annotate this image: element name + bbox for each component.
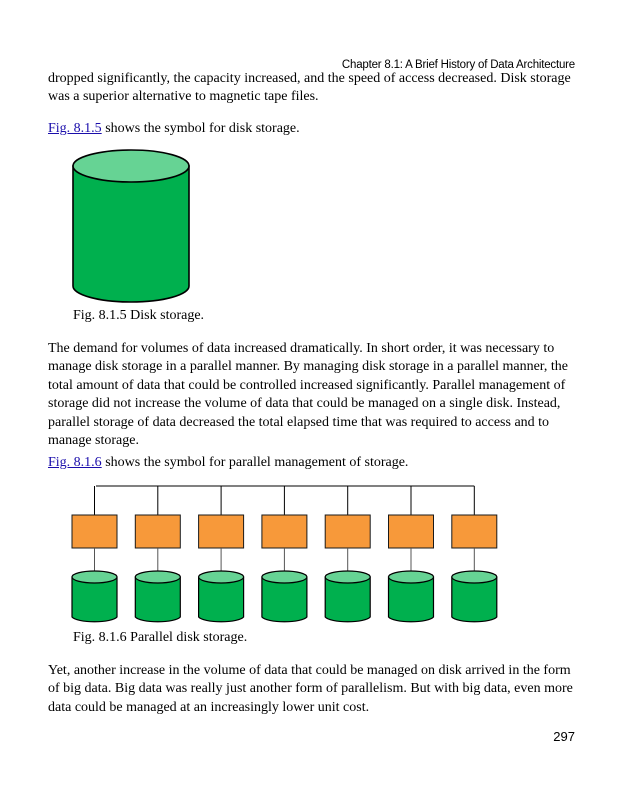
disk-body bbox=[199, 577, 244, 622]
disk-top bbox=[262, 571, 307, 583]
processor-box bbox=[135, 515, 180, 548]
disk-body bbox=[72, 577, 117, 622]
paragraph-fig-815-text: shows the symbol for disk storage. bbox=[101, 121, 300, 136]
disk-body bbox=[135, 577, 180, 622]
disk-cylinder-top bbox=[73, 150, 189, 182]
disk-storage-figure bbox=[70, 148, 194, 306]
paragraph-fig-816-text: shows the symbol for parallel management of storage. bbox=[101, 455, 409, 470]
paragraph-fig-815-ref bbox=[48, 120, 578, 138]
disk-top bbox=[135, 571, 180, 583]
processor-box bbox=[72, 515, 117, 548]
paragraph-parallel-demand: The demand for volumes of data increased dramatically. In short order, it was necessary to manage disk storage in a parallel manner. By managing disk storage in a parallel manner, the total amount of data that could be controlled increased significantly. Parallel management of storage did not increase the volume of data that could be managed on a single disk. Instead, parallel storage of data decreased the total elapsed time that was required to access and to manage storage. bbox=[48, 341, 568, 449]
disk-top bbox=[72, 571, 117, 583]
running-header: Chapter 8.1: A Brief History of Data Architecture bbox=[341, 59, 575, 71]
processor-box bbox=[199, 515, 244, 548]
paragraph-disk-intro: dropped significantly, the capacity increased, and the speed of access decreased. Disk storage was a superior alternative to magnetic tape files. bbox=[48, 71, 571, 105]
fig-8-1-5-link[interactable]: Fig. 8.1.5 bbox=[48, 121, 102, 136]
disk-body bbox=[262, 577, 307, 622]
disk-body bbox=[389, 577, 434, 622]
fig-8-1-6-caption: Fig. 8.1.6 Parallel disk storage. bbox=[73, 630, 248, 645]
processor-box bbox=[452, 515, 497, 548]
fig-8-1-6-link[interactable]: Fig. 8.1.6 bbox=[48, 455, 102, 470]
paragraph-big-data: Yet, another increase in the volume of data that could be managed on disk arrived in the form of big data. Big data was really just another form of parallelism. But with big data, even more data could be managed at an increasingly lower unit cost. bbox=[48, 663, 573, 715]
paragraph-fig-816-ref bbox=[48, 454, 578, 472]
disk-body bbox=[325, 577, 370, 622]
page-number: 297 bbox=[553, 729, 575, 744]
disk-top bbox=[452, 571, 497, 583]
disk-top bbox=[325, 571, 370, 583]
disk-top bbox=[199, 571, 244, 583]
processor-box bbox=[262, 515, 307, 548]
disk-top bbox=[389, 571, 434, 583]
parallel-disk-storage-figure bbox=[68, 480, 508, 630]
processor-box bbox=[389, 515, 434, 548]
disk-cylinder-body bbox=[73, 166, 189, 302]
processor-box bbox=[325, 515, 370, 548]
disk-body bbox=[452, 577, 497, 622]
fig-8-1-5-caption: Fig. 8.1.5 Disk storage. bbox=[73, 308, 205, 323]
